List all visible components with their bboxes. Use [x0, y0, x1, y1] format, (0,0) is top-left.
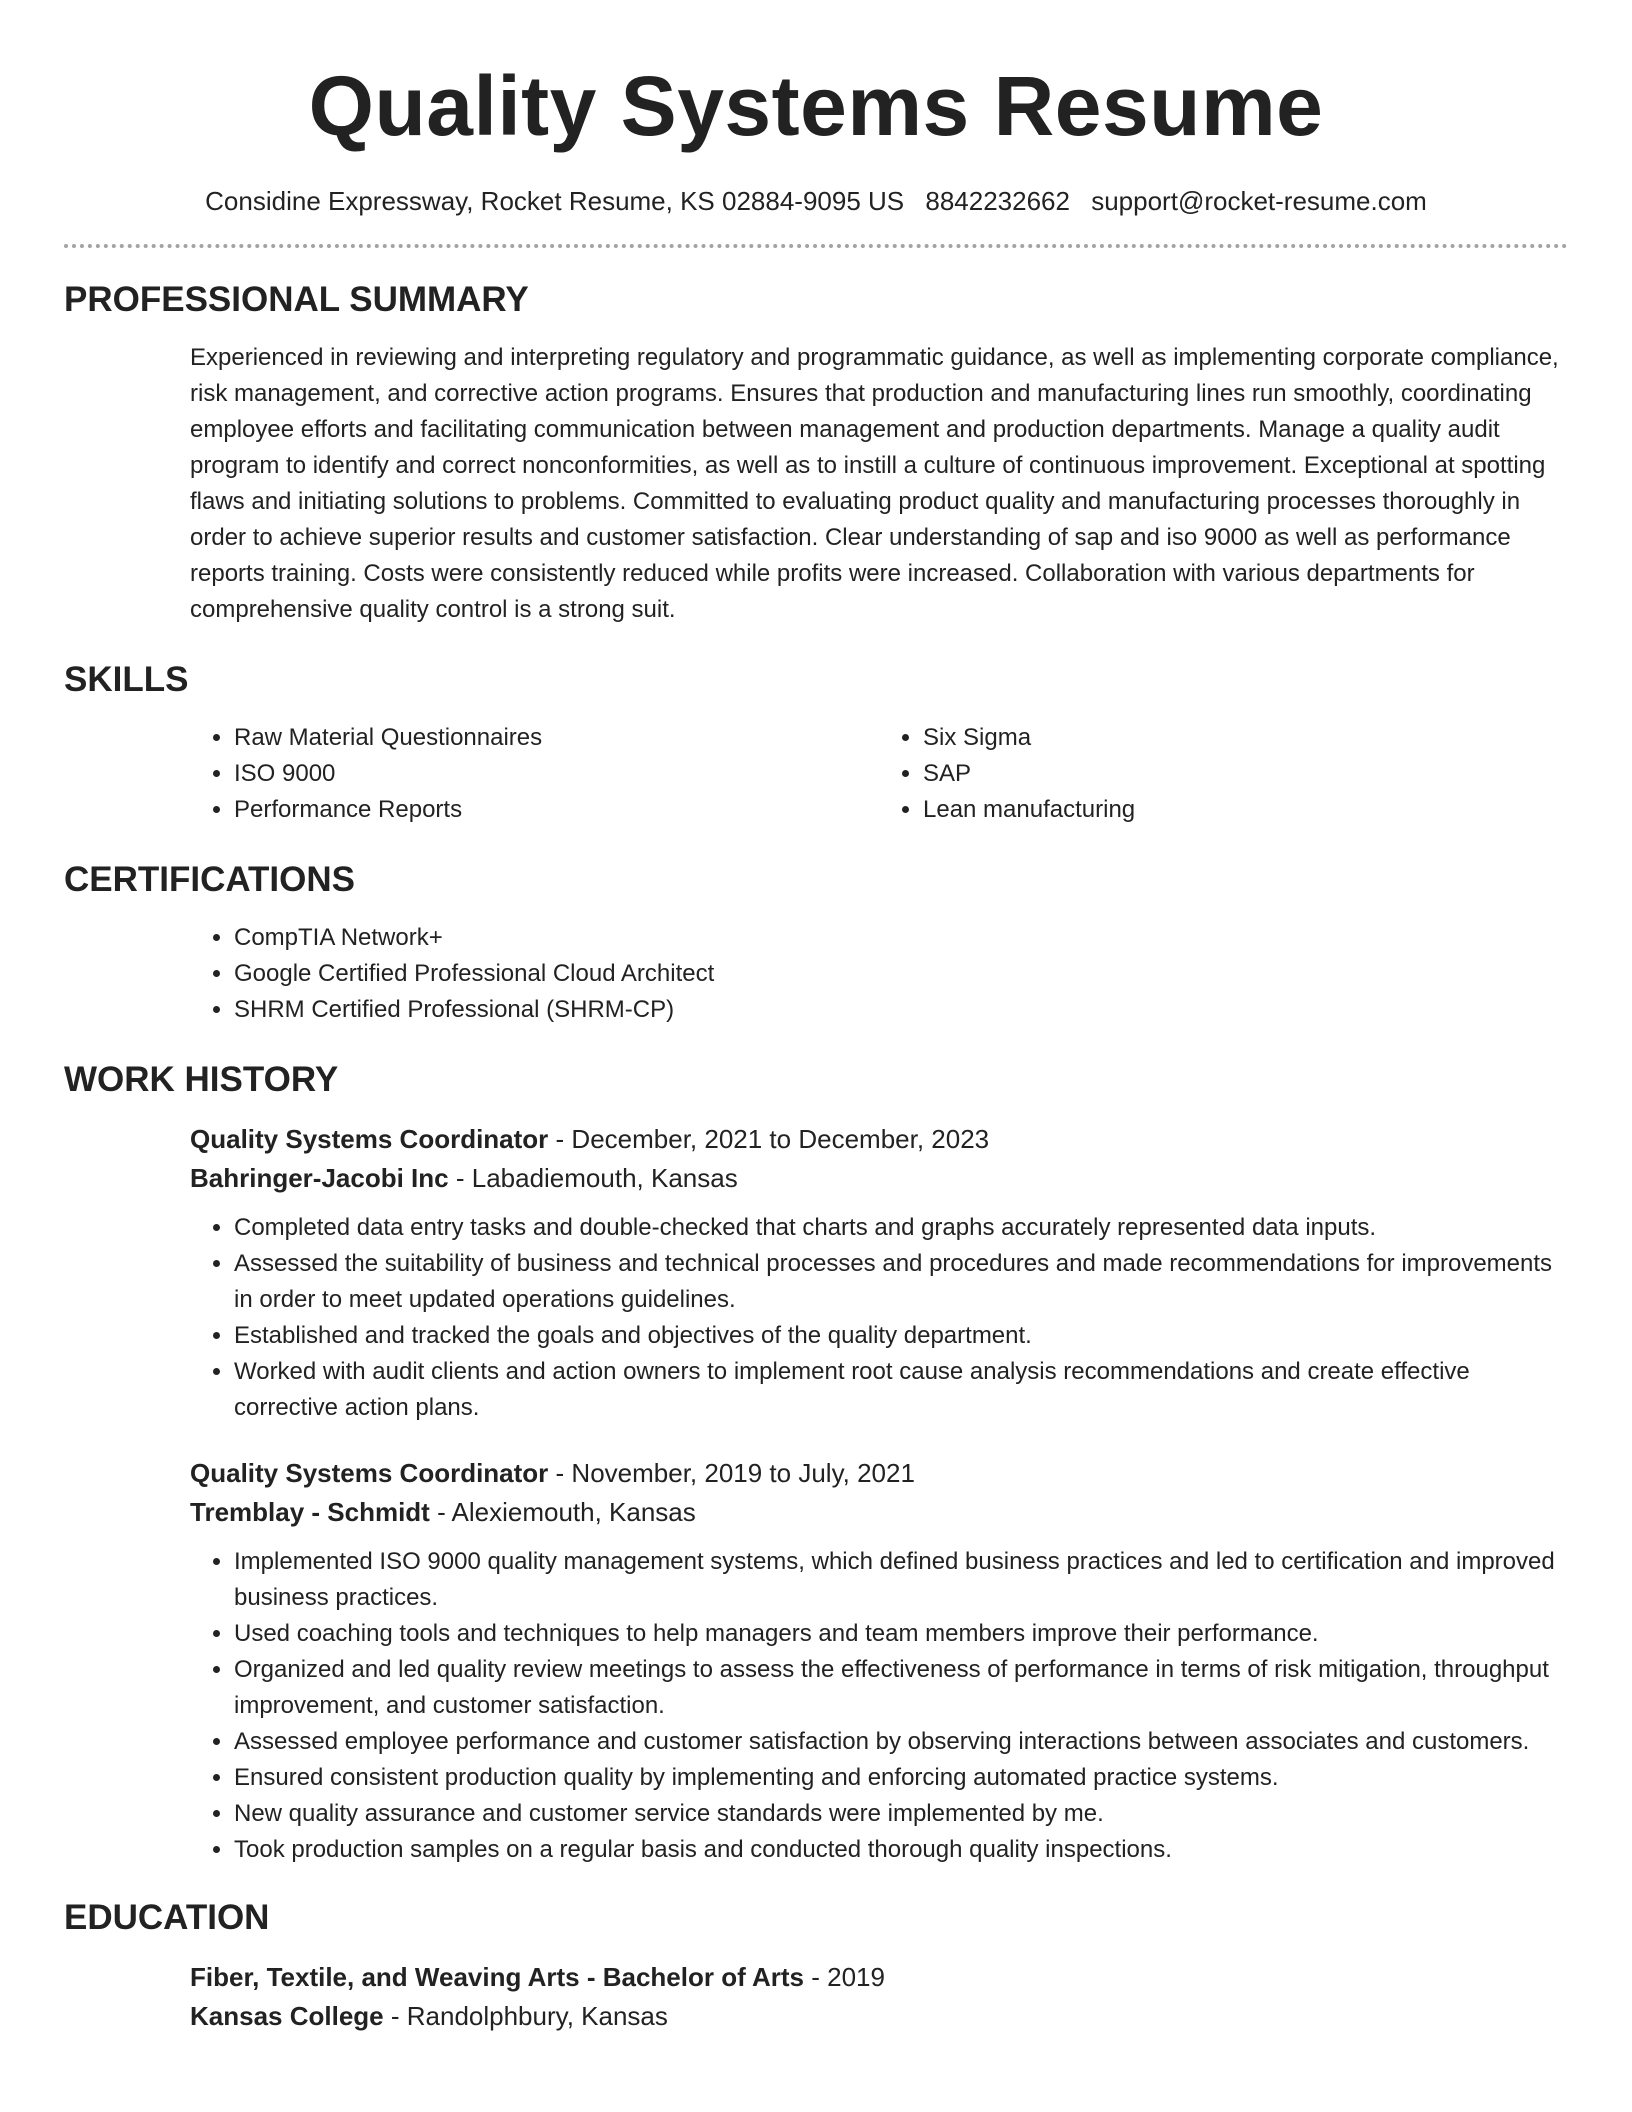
- header-divider: [64, 244, 1568, 248]
- contact-line: [64, 184, 1568, 218]
- job-bullet: • Assessed the suitability of business and technical processes and procedures and made recommendations for improvements in order to meet updated operations guidelines.: [234, 1246, 1568, 1318]
- job-company: Tremblay - Schmidt: [190, 1497, 430, 1527]
- job-bullet: • Established and tracked the goals and objectives of the quality department.: [234, 1318, 1568, 1354]
- job-bullet: • Organized and led quality review meetings to assess the effectiveness of performance in terms of risk mitigation, throughput improvement, and customer satisfaction.: [234, 1652, 1568, 1724]
- job-bullet: • New quality assurance and customer service standards were implemented by me.: [234, 1796, 1568, 1832]
- skills-section: [64, 658, 1568, 828]
- job-bullet: • Ensured consistent production quality by implementing and enforcing automated practice systems.: [234, 1760, 1568, 1796]
- education-section: [64, 1896, 1568, 2036]
- job-location: - Labadiemouth, Kansas: [448, 1163, 738, 1193]
- certification-item: • SHRM Certified Professional (SHRM-CP): [234, 992, 1568, 1028]
- certifications-heading: CERTIFICATIONS: [64, 860, 356, 899]
- skills-grid: [64, 720, 1568, 828]
- education-degree-line: [190, 1958, 1568, 1997]
- job-title: Quality Systems Coordinator: [190, 1124, 549, 1154]
- work-history-heading: WORK HISTORY: [64, 1060, 339, 1099]
- skill-item: • Raw Material Questionnaires: [234, 720, 879, 756]
- summary-section: [64, 278, 1568, 628]
- job-location: - Alexiemouth, Kansas: [429, 1497, 696, 1527]
- contact-address: Considine Expressway, Rocket Resume, KS 02884-9095 US: [205, 186, 905, 216]
- skill-item: • Six Sigma: [923, 720, 1568, 756]
- job-dates: - November, 2019 to July, 2021: [548, 1458, 915, 1488]
- job-dates: - December, 2021 to December, 2023: [548, 1124, 990, 1154]
- job-bullet: • Assessed employee performance and customer satisfaction by observing interactions between associates and customers.: [234, 1724, 1568, 1760]
- certifications-list: [190, 920, 1568, 1028]
- skill-item: • ISO 9000: [234, 756, 879, 792]
- skills-list-left: [190, 720, 879, 828]
- education-location: - Randolphbury, Kansas: [383, 2001, 668, 2031]
- contact-email: support@rocket-resume.com: [1091, 186, 1427, 216]
- job-title-line: [190, 1120, 1568, 1159]
- job-title: Quality Systems Coordinator: [190, 1458, 549, 1488]
- job-entry: [190, 1454, 1568, 1868]
- job-title-line: [190, 1454, 1568, 1493]
- education-year: - 2019: [804, 1962, 885, 1992]
- job-company-line: [190, 1493, 1568, 1532]
- certification-item: • CompTIA Network+: [234, 920, 1568, 956]
- job-bullet: • Completed data entry tasks and double-checked that charts and graphs accurately represented data inputs.: [234, 1210, 1568, 1246]
- skills-list-right: [879, 720, 1568, 828]
- skill-item: • Lean manufacturing: [923, 792, 1568, 828]
- work-history-section: [64, 1058, 1568, 1868]
- job-bullet: • Implemented ISO 9000 quality management systems, which defined business practices and led to certification and improved business practices.: [234, 1544, 1568, 1616]
- job-entry: [190, 1120, 1568, 1426]
- education-school: Kansas College: [190, 2001, 384, 2031]
- skill-item: • Performance Reports: [234, 792, 879, 828]
- education-heading: EDUCATION: [64, 1898, 270, 1937]
- skill-item: • SAP: [923, 756, 1568, 792]
- job-company: Bahringer-Jacobi Inc: [190, 1163, 449, 1193]
- job-bullet: • Used coaching tools and techniques to help managers and team members improve their performance.: [234, 1616, 1568, 1652]
- education-degree: Fiber, Textile, and Weaving Arts - Bachelor of Arts: [190, 1962, 805, 1992]
- contact-phone: 8842232662: [925, 186, 1070, 216]
- job-bullet: • Worked with audit clients and action owners to implement root cause analysis recommendations and create effective corrective action plans.: [234, 1354, 1568, 1426]
- summary-text: Experienced in reviewing and interpreting regulatory and programmatic guidance, as well as implementing corporate compliance, risk management, and corrective action programs. Ensures that production and manufacturing lines run smoothly, coordinating employee efforts and facilitating communication between management and production departments. Manage a quality audit program to identify and correct nonconformities, as well as to instill a culture of continuous improvement. Exceptional at spotting flaws and initiating solutions to problems. Committed to evaluating product quality and manufacturing processes thoroughly in order to achieve superior results and customer satisfaction. Clear understanding of sap and iso 9000 as well as performance reports training. Costs were consistently reduced while profits were increased. Collaboration with various departments for comprehensive quality control is a strong suit.: [190, 344, 1559, 623]
- job-company-line: [190, 1159, 1568, 1198]
- certification-item: • Google Certified Professional Cloud Architect: [234, 956, 1568, 992]
- job-bullets: [190, 1544, 1568, 1868]
- summary-heading: PROFESSIONAL SUMMARY: [64, 280, 529, 319]
- job-bullets: [190, 1210, 1568, 1426]
- certifications-section: [64, 858, 1568, 1028]
- resume-title: Quality Systems Resume: [308, 59, 1324, 153]
- job-bullet: • Took production samples on a regular basis and conducted thorough quality inspections.: [234, 1832, 1568, 1868]
- skills-heading: SKILLS: [64, 660, 189, 699]
- education-school-line: [190, 1997, 1568, 2036]
